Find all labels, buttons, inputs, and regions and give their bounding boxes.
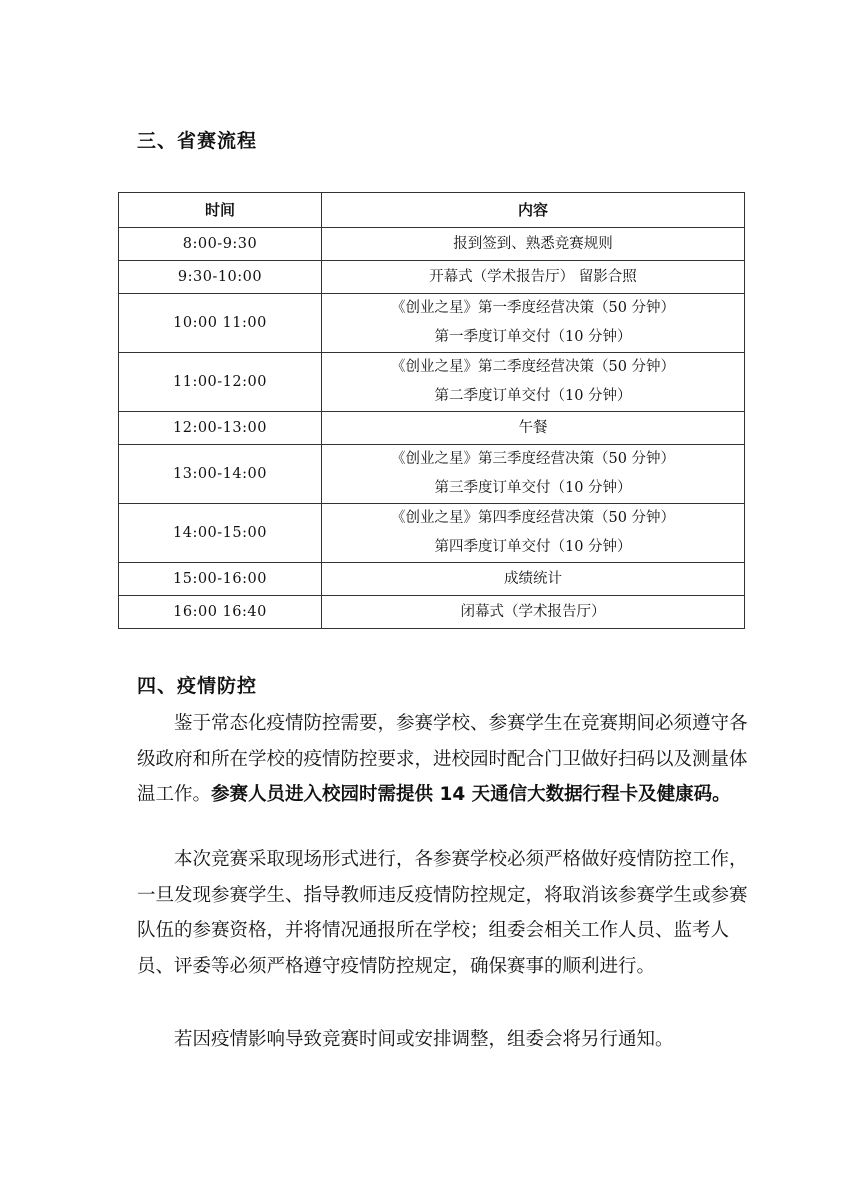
row-content-line: 午餐	[518, 419, 548, 436]
row-content	[322, 504, 745, 563]
row-time: 15:00-16:00	[119, 563, 322, 596]
table-row	[119, 596, 745, 629]
row-content-line: 第一季度订单交付（10 分钟）	[434, 329, 632, 345]
row-time: 8:00-9:30	[119, 228, 322, 261]
row-content-line: 成绩统计	[504, 570, 562, 587]
table-row	[119, 228, 745, 261]
table-row	[119, 563, 745, 596]
table-row	[119, 261, 745, 294]
row-content	[322, 228, 745, 261]
table-row	[119, 294, 745, 353]
row-time: 9:30-10:00	[119, 261, 322, 294]
row-time: 10:00 11:00	[119, 294, 322, 353]
row-content	[322, 294, 745, 353]
paragraph-text: 鉴于常态化疫情防控需要，参赛学校、参赛学生在竞赛期间必须遵守各级政府和所在学校的疫情防控要求，进校园时配合门卫做好扫码以及测量体温工作。	[137, 713, 748, 805]
row-time: 11:00-12:00	[119, 353, 322, 412]
row-content-line: 闭幕式（学术报告厅）	[460, 603, 606, 620]
schedule-table	[118, 192, 745, 629]
row-content-line: 第四季度订单交付（10 分钟）	[434, 539, 632, 555]
header-time: 时间	[119, 193, 322, 228]
paragraph-onsite-rules: 本次竞赛采取现场形式进行，各参赛学校必须严格做好疫情防控工作，一旦发现参赛学生、指导教师违反疫情防控规定，将取消该参赛学生或参赛队伍的参赛资格，并将情况通报所在学校；组委会相关工作人员、监考人员、评委等必须严格遵守疫情防控规定，确保赛事的顺利进行。	[137, 849, 748, 977]
row-content	[322, 261, 745, 294]
table-row	[119, 445, 745, 504]
row-content	[322, 353, 745, 412]
row-content	[322, 445, 745, 504]
row-content-line: 报到签到、熟悉竞赛规则	[453, 235, 613, 252]
row-content-line: 《创业之星》第二季度经营决策（50 分钟）	[390, 359, 676, 375]
paragraph-bold-note: 参赛人员进入校园时需提供 14 天通信大数据行程卡及健康码。	[211, 784, 731, 805]
row-content-line: 第二季度订单交付（10 分钟）	[434, 388, 632, 404]
row-time: 14:00-15:00	[119, 504, 322, 563]
header-content: 内容	[322, 193, 745, 228]
row-time: 13:00-14:00	[119, 445, 322, 504]
row-content	[322, 596, 745, 629]
paragraph-epidemic-requirements	[137, 706, 755, 813]
table-row	[119, 412, 745, 445]
row-content	[322, 563, 745, 596]
schedule-header-row	[119, 193, 745, 228]
row-content	[322, 412, 745, 445]
row-time: 12:00-13:00	[119, 412, 322, 445]
section-heading-schedule: 三、省赛流程	[137, 130, 258, 152]
row-content-line: 《创业之星》第四季度经营决策（50 分钟）	[390, 510, 676, 526]
row-content-line: 开幕式（学术报告厅） 留影合照	[429, 268, 637, 285]
row-content-line: 《创业之星》第一季度经营决策（50 分钟）	[390, 300, 676, 316]
row-content-line: 第三季度订单交付（10 分钟）	[434, 480, 632, 496]
row-time: 16:00 16:40	[119, 596, 322, 629]
row-content-line: 《创业之星》第三季度经营决策（50 分钟）	[390, 451, 676, 467]
table-row	[119, 353, 745, 412]
table-row	[119, 504, 745, 563]
section-heading-epidemic: 四、疫情防控	[137, 675, 258, 697]
paragraph-adjustment-notice: 若因疫情影响导致竞赛时间或安排调整，组委会将另行通知。	[174, 1029, 674, 1050]
